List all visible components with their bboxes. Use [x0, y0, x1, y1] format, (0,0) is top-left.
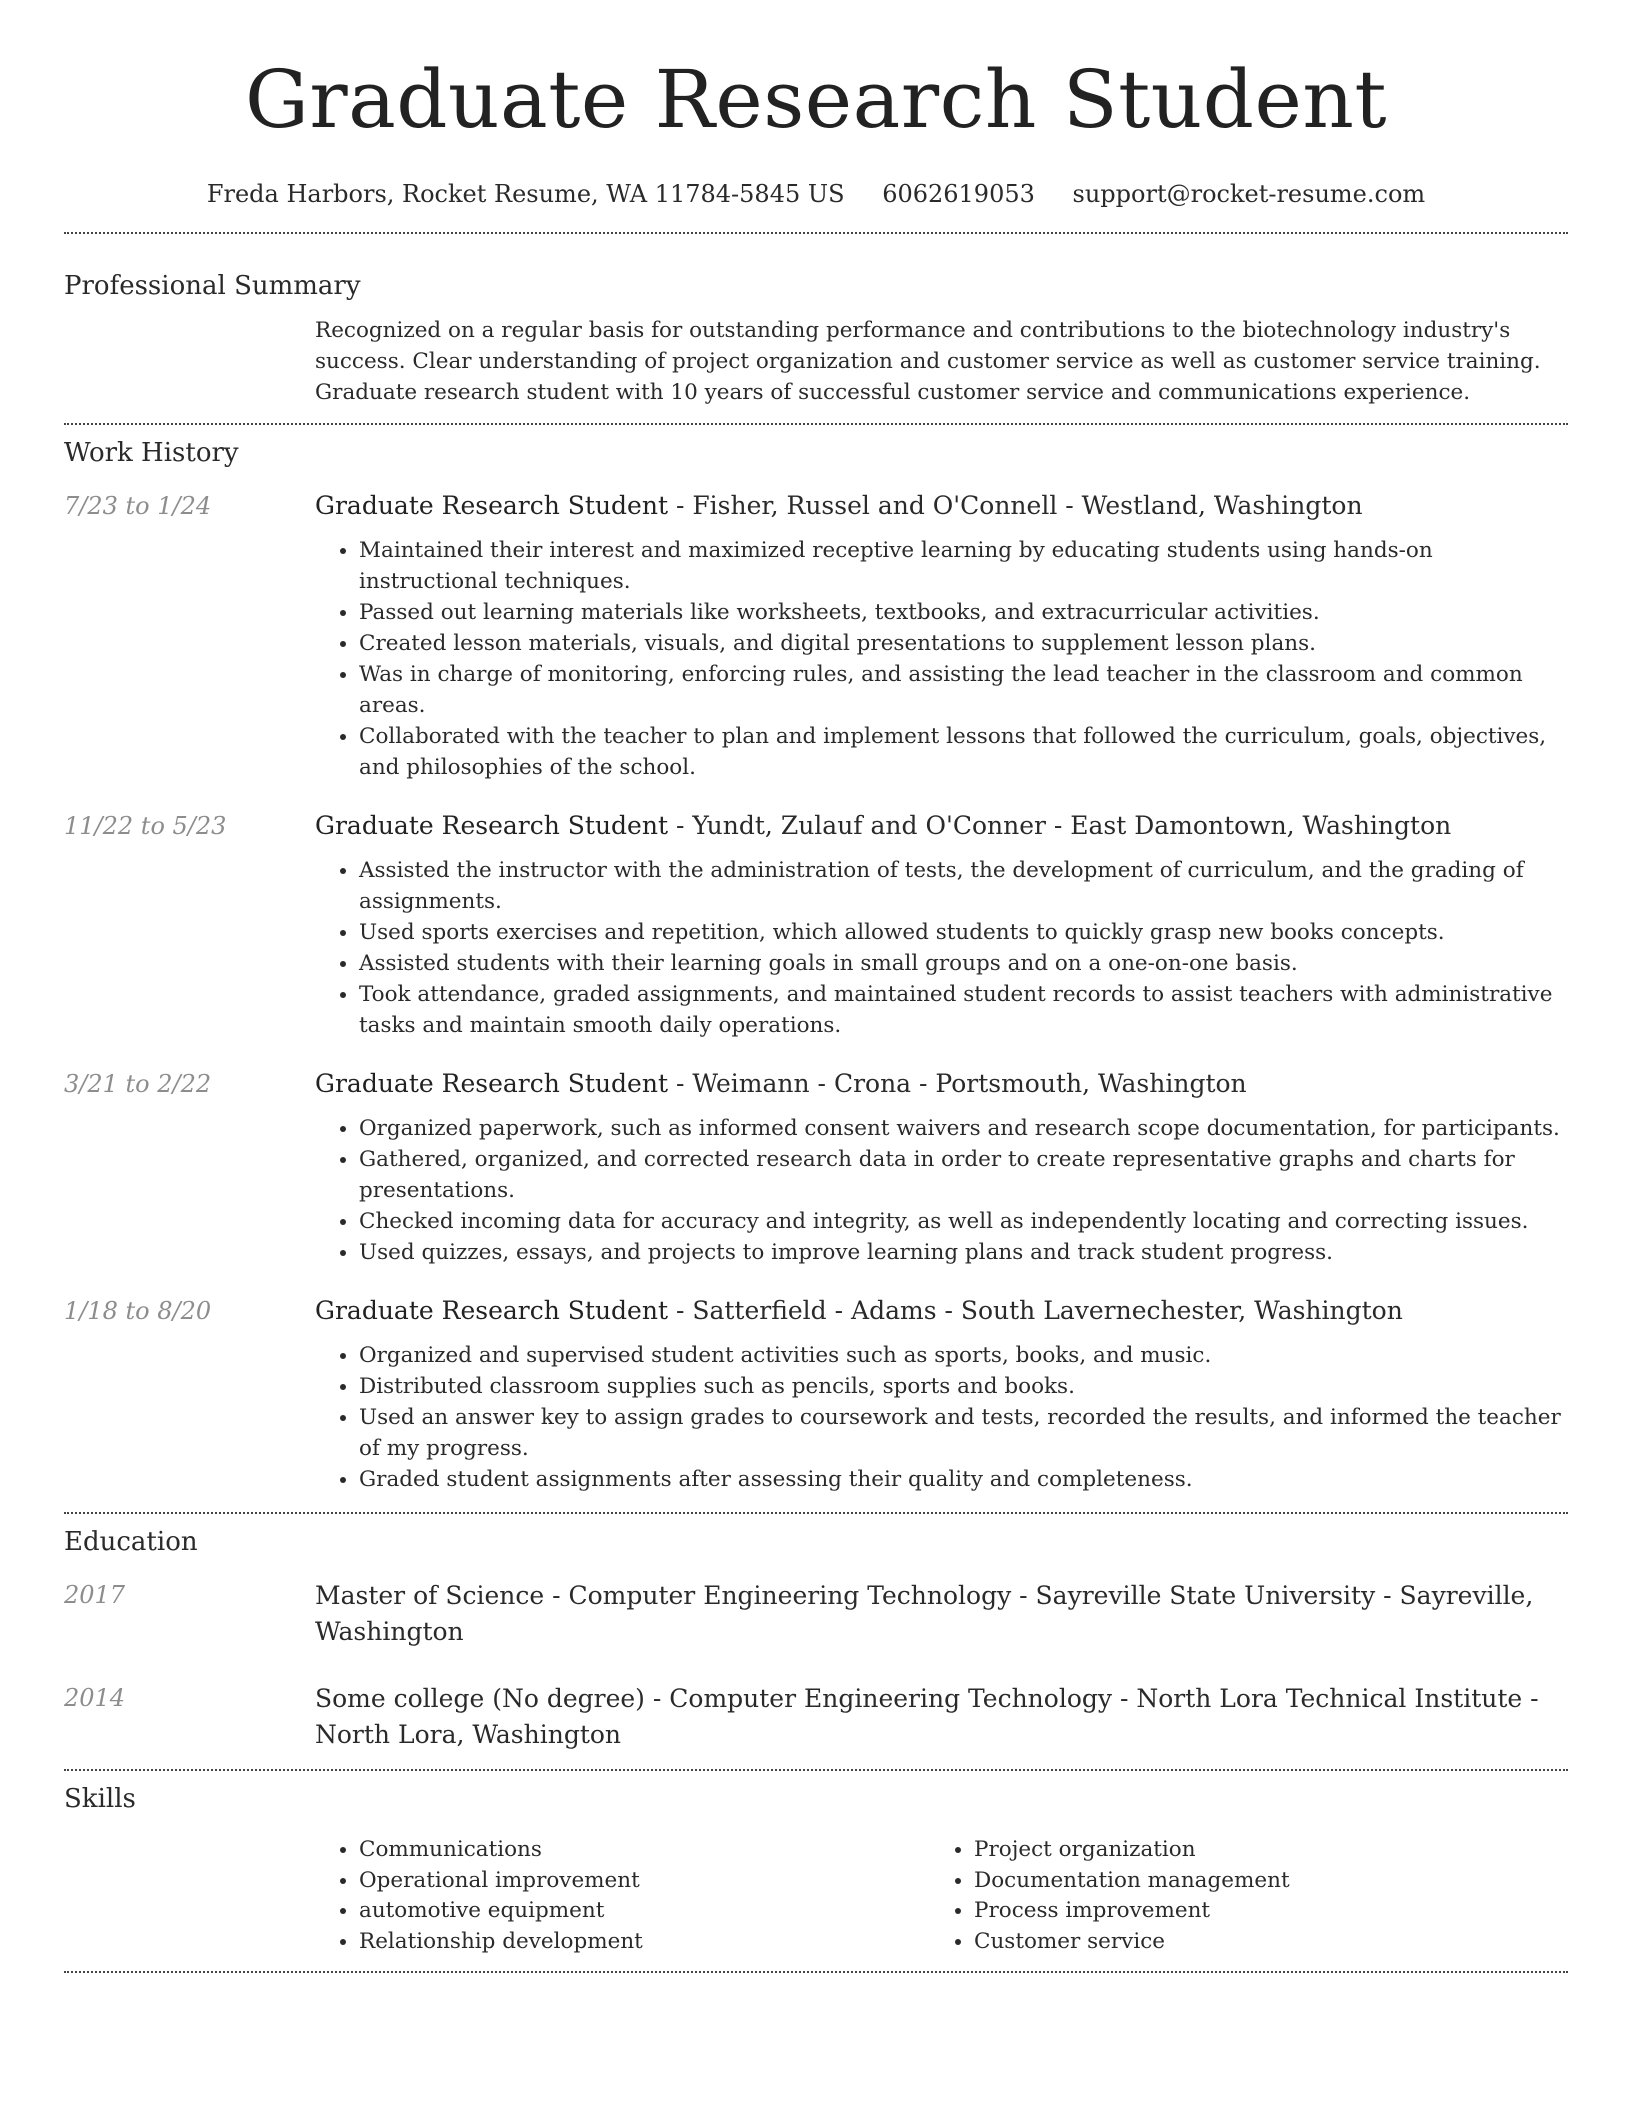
- skill-item: • Customer service: [974, 1927, 1545, 1958]
- job-role: Graduate Research Student: [315, 491, 668, 520]
- job-body: [315, 489, 1568, 783]
- education-body: [315, 1681, 1568, 1753]
- header-divider: [64, 232, 1568, 234]
- education-entry: [64, 1681, 1568, 1753]
- job-bullet: • Graded student assignments after assessing their quality and completeness.: [359, 1464, 1568, 1495]
- skill-item: • Process improvement: [974, 1896, 1545, 1927]
- job-heading: [315, 809, 1568, 843]
- job-bullet: • Used quizzes, essays, and projects to improve learning plans and track student progress.: [359, 1237, 1568, 1268]
- resume-title: Graduate Research Student: [244, 53, 1388, 146]
- education-divider: [64, 1769, 1568, 1771]
- job-role: Graduate Research Student: [315, 1296, 668, 1325]
- job-entry: [64, 809, 1568, 1041]
- education-body: [315, 1578, 1568, 1650]
- job-bullet: • Used an answer key to assign grades to coursework and tests, recorded the results, and informed the teacher of my progress.: [359, 1402, 1568, 1464]
- job-bullet: • Gathered, organized, and corrected research data in order to create representative graphs and charts for presentations.: [359, 1144, 1568, 1206]
- job-role: Graduate Research Student: [315, 1069, 668, 1098]
- job-entry: [64, 489, 1568, 783]
- job-bullet: • Took attendance, graded assignments, and maintained student records to assist teachers with administrative tasks and maintain smooth daily operations.: [359, 979, 1568, 1041]
- job-bullet: • Distributed classroom supplies such as pencils, sports and books.: [359, 1371, 1568, 1402]
- education-entry: [64, 1578, 1568, 1650]
- education-year: 2014: [64, 1684, 126, 1712]
- job-bullet: • Maintained their interest and maximized receptive learning by educating students using hands-on instructional techniques.: [359, 535, 1568, 597]
- work-history-heading: Work History: [64, 438, 239, 468]
- education-degree: Master of Science - Computer Engineering Technology: [315, 1581, 1012, 1610]
- job-employer: - Weimann - Crona - Portsmouth, Washington: [668, 1069, 1247, 1098]
- job-role: Graduate Research Student: [315, 811, 668, 840]
- contact-line: [64, 178, 1568, 210]
- job-bullets: [315, 535, 1568, 783]
- job-dates: 3/21 to 2/22: [64, 1070, 212, 1098]
- job-bullet: • Organized paperwork, such as informed consent waivers and research scope documentation, for participants.: [359, 1113, 1568, 1144]
- job-bullet: • Organized and supervised student activities such as sports, books, and music.: [359, 1340, 1568, 1371]
- job-bullet: • Assisted the instructor with the administration of tests, the development of curriculum, and the grading of assignments.: [359, 855, 1568, 917]
- education-heading-line: [315, 1681, 1568, 1753]
- contact-email: support@rocket-resume.com: [1072, 180, 1426, 208]
- job-bullet: • Created lesson materials, visuals, and digital presentations to supplement lesson plans.: [359, 628, 1568, 659]
- skill-item: • Communications: [359, 1835, 930, 1866]
- summary-body: [315, 315, 1568, 408]
- job-bullet: • Collaborated with the teacher to plan and implement lessons that followed the curriculum, goals, objectives, and philosophies of the school.: [359, 721, 1568, 783]
- education-heading-line: [315, 1578, 1568, 1650]
- job-body: [315, 1067, 1568, 1268]
- job-dates: 11/22 to 5/23: [64, 812, 227, 840]
- job-heading: [315, 1067, 1568, 1101]
- job-bullet: • Was in charge of monitoring, enforcing rules, and assisting the lead teacher in the classroom and common areas.: [359, 659, 1568, 721]
- summary-divider: [64, 423, 1568, 425]
- skills-section: [64, 1783, 1568, 1957]
- job-bullet: • Checked incoming data for accuracy and integrity, as well as independently locating and correcting issues.: [359, 1206, 1568, 1237]
- education-heading: Education: [64, 1527, 198, 1557]
- skills-list-right: [930, 1835, 1545, 1957]
- job-employer: - Fisher, Russel and O'Connell - Westland, Washington: [668, 491, 1363, 520]
- skills-list-left: [315, 1835, 930, 1957]
- job-body: [315, 1294, 1568, 1495]
- job-heading: [315, 489, 1568, 523]
- job-bullets: [315, 1113, 1568, 1268]
- job-body: [315, 809, 1568, 1041]
- skills-body: [315, 1835, 1568, 1957]
- education-degree: Some college (No degree) - Computer Engineering Technology: [315, 1684, 1112, 1713]
- job-entry: [64, 1067, 1568, 1268]
- skills-heading: Skills: [64, 1784, 136, 1814]
- job-employer: - Yundt, Zulauf and O'Conner - East Damontown, Washington: [668, 811, 1452, 840]
- education-school: - Sayreville State University - Sayreville, Washington: [315, 1581, 1534, 1646]
- summary-heading: Professional Summary: [64, 271, 361, 301]
- skill-item: • Relationship development: [359, 1927, 930, 1958]
- job-bullets: [315, 1340, 1568, 1495]
- skills-divider: [64, 1971, 1568, 1973]
- job-bullets: [315, 855, 1568, 1041]
- contact-address: Freda Harbors, Rocket Resume, WA 11784-5845 US: [206, 180, 845, 208]
- skill-item: • Operational improvement: [359, 1866, 930, 1897]
- education-school: - North Lora Technical Institute - North Lora, Washington: [315, 1684, 1539, 1749]
- skills-row: [64, 1835, 1568, 1957]
- education-year: 2017: [64, 1581, 126, 1609]
- job-employer: - Satterfield - Adams - South Lavernechester, Washington: [668, 1296, 1403, 1325]
- work-divider: [64, 1512, 1568, 1514]
- summary-text: Recognized on a regular basis for outstanding performance and contributions to the biotechnology industry's success. Clear understanding of project organization and customer service as well as customer service training. Graduate research student with 10 years of successful customer service and communications experience.: [315, 318, 1541, 405]
- summary-row: [64, 315, 1568, 408]
- job-bullet: • Used sports exercises and repetition, which allowed students to quickly grasp new books concepts.: [359, 917, 1568, 948]
- work-history-section: [64, 437, 1568, 1495]
- job-entry: [64, 1294, 1568, 1495]
- job-dates: 7/23 to 1/24: [64, 492, 212, 520]
- skill-item: • automotive equipment: [359, 1896, 930, 1927]
- skill-item: • Project organization: [974, 1835, 1545, 1866]
- skill-item: • Documentation management: [974, 1866, 1545, 1897]
- job-dates: 1/18 to 8/20: [64, 1297, 212, 1325]
- job-heading: [315, 1294, 1568, 1328]
- summary-section: [64, 270, 1568, 408]
- job-bullet: • Assisted students with their learning goals in small groups and on a one-on-one basis.: [359, 948, 1568, 979]
- skills-grid: [315, 1835, 1568, 1957]
- education-section: [64, 1526, 1568, 1753]
- job-bullet: • Passed out learning materials like worksheets, textbooks, and extracurricular activities.: [359, 597, 1568, 628]
- contact-phone: 6062619053: [882, 180, 1035, 208]
